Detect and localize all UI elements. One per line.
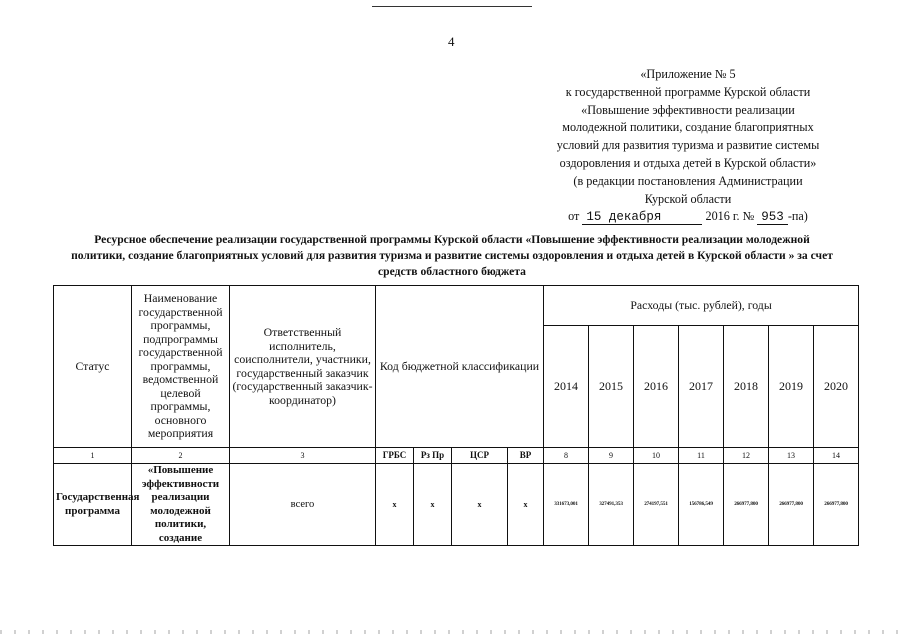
decree-date-line xyxy=(515,208,861,226)
appendix-line: Курской области xyxy=(644,191,732,206)
page-number: 4 xyxy=(448,34,455,49)
column-vr: ВР xyxy=(508,448,544,464)
row-status: Государственная программа xyxy=(54,464,132,546)
column-number: 3 xyxy=(230,448,376,464)
appendix-line: молодежной политики, создание благоприятных xyxy=(562,120,814,135)
row-value-2015: 327491,353 xyxy=(589,464,634,546)
column-number-row xyxy=(54,448,859,464)
header-year: 2019 xyxy=(769,326,814,448)
column-number: 11 xyxy=(679,448,724,464)
column-rzpr: Рз Пр xyxy=(414,448,452,464)
column-grbs: ГРБС xyxy=(376,448,414,464)
document-title: Ресурсное обеспечение реализации государственной программы Курской области «Повышение эффективности реализации молодежной политики, создание благоприятных условий для развития туризма и развитие системы оздоровления и отдыха детей в Курской области » за счет средств областного бюджета xyxy=(71,233,833,278)
appendix-line: условий для развития туризма и развитие системы xyxy=(556,138,820,153)
row-value-2018: 266977,800 xyxy=(724,464,769,546)
header-year: 2016 xyxy=(634,326,679,448)
header-name: Наименование государственной программы, подпрограммы государственной программы, ведомственной целевой программы, основного мероприятия xyxy=(132,286,230,448)
header-status: Статус xyxy=(54,286,132,448)
row-program-name: «Повышение эффективности реализации молодежной политики, создание xyxy=(132,464,230,546)
header-budget-code: Код бюджетной классификации xyxy=(376,286,544,448)
column-number: 1 xyxy=(54,448,132,464)
header-year: 2015 xyxy=(589,326,634,448)
appendix-line: «Приложение № 5 xyxy=(640,67,736,81)
budget-table xyxy=(53,285,859,546)
column-number: 12 xyxy=(724,448,769,464)
row-rzpr: x xyxy=(414,464,452,546)
appendix-line: (в редакции постановления Администрации xyxy=(573,173,803,188)
header-year: 2017 xyxy=(679,326,724,448)
row-responsible: всего xyxy=(230,464,376,546)
header-responsible: Ответственный исполнитель, соисполнители, участники, государственный заказчик (государственный заказчик-координатор) xyxy=(230,286,376,448)
column-number: 10 xyxy=(634,448,679,464)
header-row-1 xyxy=(54,286,859,326)
appendix-line: к государственной программе Курской области xyxy=(565,84,811,99)
column-number: 13 xyxy=(769,448,814,464)
date-suffix: -па) xyxy=(787,209,808,224)
top-rule xyxy=(372,6,532,7)
scan-artifact-dots xyxy=(0,630,905,634)
row-value-2019: 266977,800 xyxy=(769,464,814,546)
row-grbs: x xyxy=(376,464,414,546)
row-value-2017: 156786,549 xyxy=(679,464,724,546)
date-day-month: 15 декабря xyxy=(582,211,702,225)
header-year: 2018 xyxy=(724,326,769,448)
header-expenses: Расходы (тыс. рублей), годы xyxy=(544,286,859,326)
column-number: 2 xyxy=(132,448,230,464)
row-value-2016: 274197,551 xyxy=(634,464,679,546)
decree-number: 953 xyxy=(757,211,788,225)
column-number: 9 xyxy=(589,448,634,464)
column-number: 8 xyxy=(544,448,589,464)
header-year: 2014 xyxy=(544,326,589,448)
date-year: 2016 г. № xyxy=(705,209,755,224)
appendix-line: оздоровления и отдыха детей в Курской области» xyxy=(559,155,817,170)
row-value-2014: 331673,001 xyxy=(544,464,589,546)
row-value-2020: 266977,800 xyxy=(814,464,859,546)
appendix-line: «Повышение эффективности реализации xyxy=(581,102,795,117)
appendix-block xyxy=(515,66,861,226)
date-prefix: от xyxy=(568,209,580,224)
table-row xyxy=(54,464,859,546)
row-vr: x xyxy=(508,464,544,546)
header-year: 2020 xyxy=(814,326,859,448)
column-number: 14 xyxy=(814,448,859,464)
column-csr: ЦСР xyxy=(452,448,508,464)
row-csr: x xyxy=(452,464,508,546)
